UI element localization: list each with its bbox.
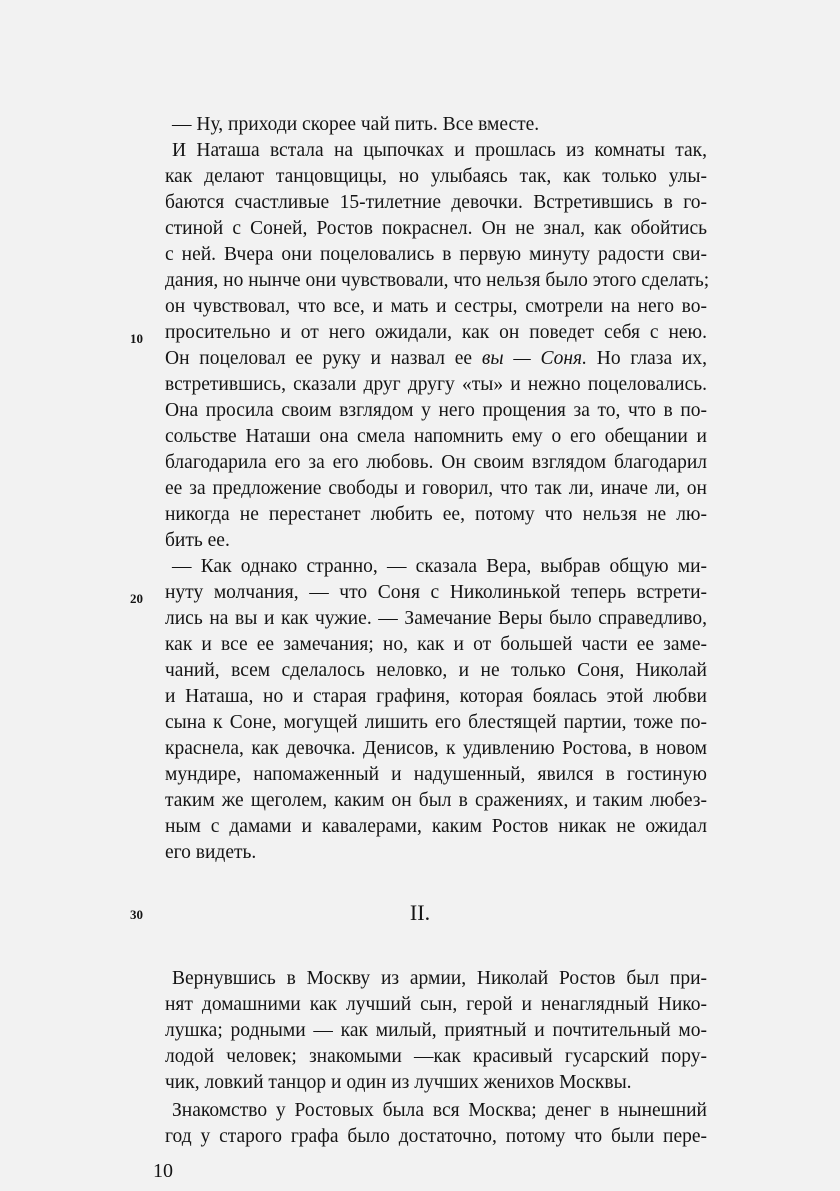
line-number-marker: 20 xyxy=(130,591,143,606)
text-line: ным с дамами и кавалерами, каким Ростов никак не ожидал xyxy=(165,816,707,837)
text-segment: Он поцеловал ее руку и назвал ее xyxy=(165,348,482,369)
text-line: как делают танцовщицы, но улыбаясь так, как только улы- xyxy=(165,166,707,187)
text-line: Вернувшись в Москву из армии, Николай Ростов был при- xyxy=(172,968,707,989)
text-line: лушка; родными — как милый, приятный и почтительный мо- xyxy=(165,1020,707,1041)
text-line: дания, но нынче они чувствовали, что нельзя было этого сделать; xyxy=(165,270,710,291)
text-line: нят домашними как лучший сын, герой и ненаглядный Нико- xyxy=(165,994,707,1015)
text-line: И Наташа встала на цыпочках и прошлась из комнаты так, xyxy=(172,140,707,161)
text-line: встретившись, сказали друг другу «ты» и нежно поцеловались. xyxy=(165,374,707,395)
text-line xyxy=(165,346,707,372)
text-line: ее за предложение свободы и говорил, что так ли, иначе ли, он xyxy=(165,478,707,499)
text-line: благодарила его за его любовь. Он своим взглядом благодарил xyxy=(165,452,707,473)
text-line: никогда не перестанет любить ее, потому что нельзя не лю- xyxy=(165,504,707,525)
text-line: стиной с Соней, Ростов покраснел. Он не знал, как обойтись xyxy=(165,218,707,239)
text-line: и Наташа, но и старая графиня, которая боялась этой любви xyxy=(165,686,707,707)
text-line: его видеть. xyxy=(165,842,257,863)
line-number-marker: 10 xyxy=(130,331,143,346)
text-line: мундире, напомаженный и надушенный, явился в гостиную xyxy=(165,764,707,785)
text-segment: Но глаза их, xyxy=(586,348,707,369)
text-line: баются счастливые 15-тилетние девочки. Встретившись в го- xyxy=(165,192,707,213)
text-line: сольстве Наташи она смела напомнить ему о его обещании и xyxy=(165,426,707,447)
text-line: с ней. Вчера они поцеловались в первую минуту радости сви- xyxy=(165,244,707,265)
text-line: таким же щеголем, каким он был в сражениях, и таким любез- xyxy=(165,790,707,811)
line-number-marker: 30 xyxy=(130,907,143,922)
text-line: просительно и от него ожидали, как он поведет себя с нею. xyxy=(165,322,707,343)
text-line: Знакомство у Ростовых была вся Москва; денег в нынешний xyxy=(172,1100,707,1121)
text-line: лись на вы и как чужие. — Замечание Веры было справедливо, xyxy=(165,608,707,629)
text-line: чаний, всем сделалось неловко, и не только Соня, Николай xyxy=(165,660,707,681)
text-line: он чувствовал, что все, и мать и сестры, смотрели на него во- xyxy=(165,296,707,317)
text-line: чик, ловкий танцор и один из лучших женихов Москвы. xyxy=(165,1072,632,1093)
text-line: лодой человек; знакомыми —как красивый гусарский пору- xyxy=(165,1046,707,1067)
text-line: как и все ее замечания; но, как и от большей части ее заме- xyxy=(165,634,707,655)
text-line: — Ну, приходи скорее чай пить. Все вместе. xyxy=(172,114,540,135)
section-heading: II. xyxy=(409,900,431,925)
text-line: бить ее. xyxy=(165,530,230,551)
text-line: сына к Соне, могущей лишить его блестящей партии, тоже по- xyxy=(165,712,707,733)
page-number: 10 xyxy=(153,1160,173,1182)
text-line: год у старого графа было достаточно, потому что были пере- xyxy=(165,1126,707,1147)
text-line: нуту молчания, — что Соня с Николинькой теперь встрети- xyxy=(165,582,707,603)
text-line: краснела, как девочка. Денисов, к удивлению Ростова, в новом xyxy=(165,738,707,759)
italic-text: вы — Соня. xyxy=(481,348,587,369)
text-line: — Как однако странно, — сказала Вера, выбрав общую ми- xyxy=(172,556,707,577)
text-line: Она просила своим взглядом у него прощения за то, что в по- xyxy=(165,400,707,421)
